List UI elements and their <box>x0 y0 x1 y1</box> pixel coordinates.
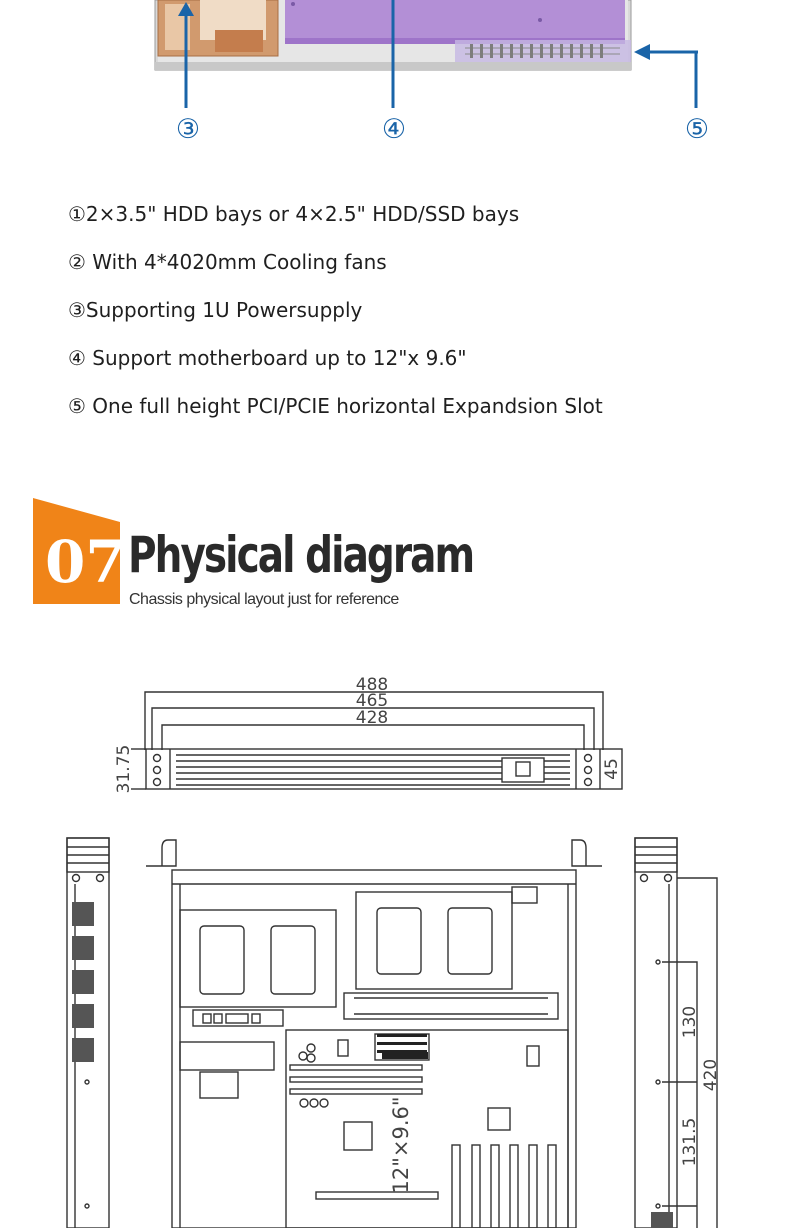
callout-4: ④ <box>381 114 407 145</box>
dim-428: 428 <box>355 708 389 728</box>
feature-item: ①2×3.5" HDD bays or 4×2.5" HDD/SSD bays <box>68 202 520 226</box>
feature-item: ③Supporting 1U Powersupply <box>68 298 363 322</box>
dim-488: 488 <box>355 675 389 695</box>
physical-diagram <box>0 640 790 1228</box>
feature-item: ② With 4*4020mm Cooling fans <box>68 250 387 274</box>
motherboard-size-label: 12"×9.6" <box>389 1096 413 1194</box>
section-title: Physical diagram <box>128 526 474 584</box>
feature-item: ④ Support motherboard up to 12"x 9.6" <box>68 346 467 370</box>
fan-bracket-left <box>180 910 336 1007</box>
feature-item: ⑤ One full height PCI/PCIE horizontal Expandsion Slot <box>68 394 603 418</box>
dim-465: 465 <box>355 691 389 711</box>
right-side-view <box>635 838 677 1228</box>
top-view-chassis <box>146 840 602 866</box>
callout-5: ⑤ <box>684 114 710 145</box>
expansion-slot-bar <box>344 993 558 1019</box>
dim-31-75: 31.75 <box>114 744 134 794</box>
dim-130: 130 <box>680 1005 700 1039</box>
callout-3: ③ <box>175 114 201 145</box>
motherboard-photo <box>285 0 625 40</box>
section-subtitle: Chassis physical layout just for reference <box>129 591 399 608</box>
left-side-view <box>67 838 109 1228</box>
dim-45: 45 <box>602 758 622 780</box>
power-supply-outline <box>180 1042 274 1070</box>
section-number: 07 <box>45 528 126 596</box>
dim-420: 420 <box>701 1058 721 1092</box>
dim-131-5: 131.5 <box>680 1117 700 1167</box>
